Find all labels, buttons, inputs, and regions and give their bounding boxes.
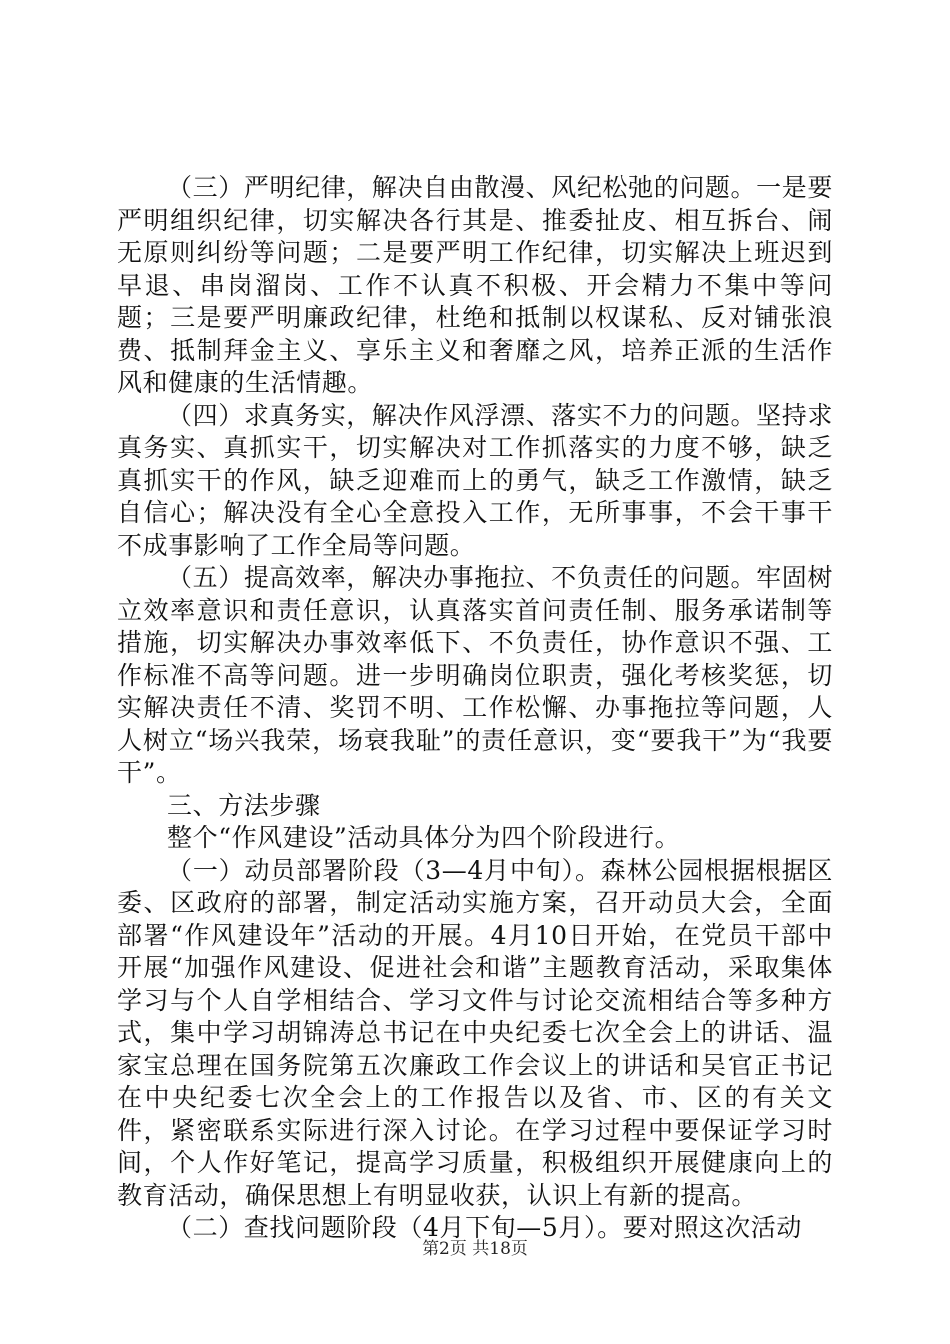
paragraph-intro: 整个“作风建设”活动具体分为四个阶段进行。 — [167, 823, 681, 852]
paragraph-stage-one: （一）动员部署阶段（3—4月中旬）。森林公园根据根据区委、区政府的部署，制定活动实施方案，召开动员大会，全面部署“作风建设年”活动的开展。4月10日开始，在党员干部中开展“加强作风建设、促进社会和谐”主题教育活动，采取集体学习与个人自学相结合、学习文件与讨论交流相结合等多种方式，集中学习胡锦涛总书记在中央纪委七次全会上的讲话、温家宝总理在国务院第五次廉政工作会议上的讲话和吴官正书记在中央纪委七次全会上的工作报告以及省、市、区的有关文件，紧密联系实际进行深入讨论。在学习过程中要保证学习时间，个人作好笔记，提高学习质量，积极组织开展健康向上的教育活动，确保思想上有明显收获，认识上有新的提高。 — [117, 855, 833, 1210]
document-body — [117, 172, 833, 1245]
section-heading: 三、方法步骤 — [167, 790, 321, 820]
page-footer: 第2页 共18页 — [422, 1239, 528, 1259]
paragraph-discipline: （三）严明纪律，解决自由散漫、风纪松弛的问题。一是要严明组织纪律，切实解决各行其是、推委扯皮、相互拆台、闹无原则纠纷等问题；二是要严明工作纪律，切实解决上班迟到早退、串岗溜岗、工作不认真不积极、开会精力不集中等问题；三是要严明廉政纪律，杜绝和抵制以权谋私、反对铺张浪费、抵制拜金主义、享乐主义和奢靡之风，培养正派的生活作风和健康的生活情趣。 — [117, 173, 833, 397]
paragraph-pragmatism: （四）求真务实，解决作风浮漂、落实不力的问题。坚持求真务实、真抓实干，切实解决对工作抓落实的力度不够，缺乏真抓实干的作风，缺乏迎难而上的勇气，缺乏工作激情，缺乏自信心；解决没有全心全意投入工作，无所事事，不会干事干不成事影响了工作全局等问题。 — [117, 400, 833, 560]
paragraph-efficiency: （五）提高效率，解决办事拖拉、不负责任的问题。牢固树立效率意识和责任意识，认真落实首问责任制、服务承诺制等措施，切实解决办事效率低下、不负责任，协作意识不强、工作标准不高等问题。进一步明确岗位职责，强化考核奖惩，切实解决责任不清、奖罚不明、工作松懈、办事拖拉等问题，人人树立“场兴我荣，场衰我耻”的责任意识，变“要我干”为“我要干”。 — [117, 563, 833, 787]
paragraph-stage-two: （二）查找问题阶段（4月下旬—5月）。要对照这次活动 — [167, 1213, 802, 1242]
